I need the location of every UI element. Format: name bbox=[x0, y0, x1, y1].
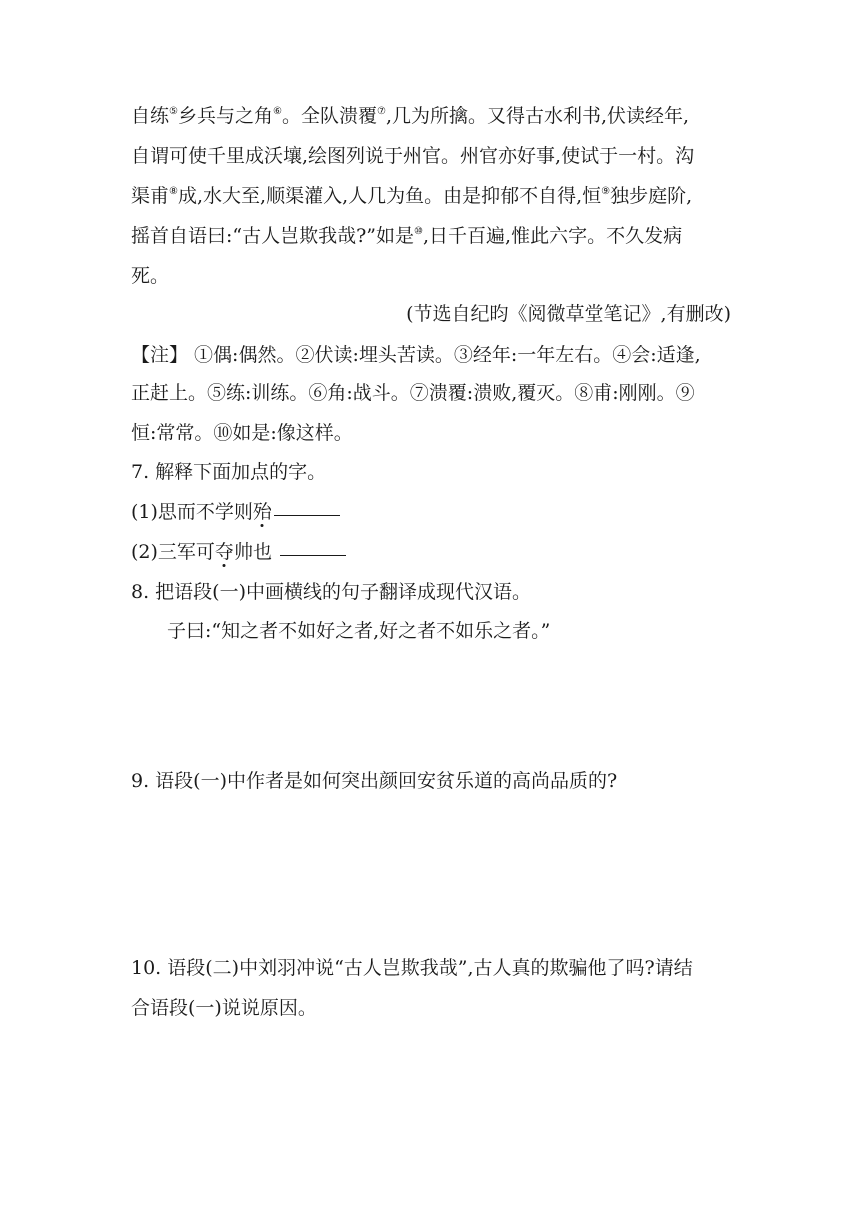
footnote-marker: ⑨ bbox=[601, 186, 611, 197]
question-9-stem: 9. 语段(一)中作者是如何突出颜回安贫乐道的高尚品质的? bbox=[131, 770, 618, 792]
passage-line-2: 自谓可使千里成沃壤,绘图列说于州官。州官亦好事,使试于一村。沟 bbox=[131, 145, 695, 167]
text-run: 独步庭阶, bbox=[610, 185, 693, 207]
text-run: 渠甫 bbox=[131, 185, 170, 207]
notes-line-2: 正赶上。⑤练:训练。⑥角:战斗。⑦溃覆:溃败,覆灭。⑧甫:刚刚。⑨ bbox=[131, 382, 695, 404]
question-10-line-1: 10. 语段(二)中刘羽冲说“古人岂欺我哉”,古人真的欺骗他了吗?请结 bbox=[131, 957, 693, 979]
question-10-line-2: 合语段(一)说说原因。 bbox=[131, 997, 317, 1019]
footnote-marker: ⑩ bbox=[414, 226, 423, 237]
question-7-stem: 7. 解释下面加点的字。 bbox=[131, 461, 327, 483]
text-run: ,日千百遍,惟此六字。不久发病 bbox=[422, 225, 683, 247]
text-run: 帅也 bbox=[233, 541, 278, 563]
emphasis-dot-char: 夺 bbox=[214, 541, 234, 563]
notes-line-3: 恒:常常。⑩如是:像这样。 bbox=[131, 422, 353, 444]
text-run: 成,水大至,顺渠灌入,人几为鱼。由是抑郁不自得,恒 bbox=[177, 185, 602, 207]
question-7-item-2 bbox=[131, 538, 731, 566]
question-8-stem: 8. 把语段(一)中画横线的句子翻译成现代汉语。 bbox=[131, 581, 531, 603]
answer-blank[interactable] bbox=[280, 554, 346, 556]
text-run: 自练 bbox=[131, 105, 170, 127]
text-run: (2)三军可 bbox=[131, 541, 215, 563]
passage-line-4 bbox=[131, 222, 731, 250]
passage-line-5: 死。 bbox=[131, 265, 170, 287]
text-run: 摇首自语曰:“古人岂欺我哉?”如是 bbox=[131, 225, 415, 247]
passage-line-1 bbox=[131, 102, 731, 130]
footnote-marker: ⑥ bbox=[273, 106, 282, 117]
text-run: 乡兵与之角 bbox=[177, 105, 273, 127]
passage-source: (节选自纪昀《阅微草堂笔记》,有删改) bbox=[406, 303, 731, 325]
question-8-quote: 子曰:“知之者不如好之者,好之者不如乐之者。” bbox=[167, 620, 551, 642]
text-run: 。全队溃覆 bbox=[281, 105, 377, 127]
text-run: ,几为所擒。又得古水利书,伏读经年, bbox=[385, 105, 690, 127]
question-7-item-1 bbox=[131, 498, 731, 526]
passage-line-3 bbox=[131, 182, 731, 210]
emphasis-dot-char: 殆 bbox=[252, 501, 272, 523]
notes-line-1: 【注】 ①偶:偶然。②伏读:埋头苦读。③经年:一年左右。④会:适逢, bbox=[131, 344, 701, 366]
text-run: (1)思而不学则 bbox=[131, 501, 253, 523]
footnote-marker: ⑦ bbox=[376, 106, 386, 117]
footnote-marker: ⑧ bbox=[169, 186, 178, 197]
footnote-marker: ⑤ bbox=[169, 106, 178, 117]
answer-blank[interactable] bbox=[274, 514, 340, 516]
